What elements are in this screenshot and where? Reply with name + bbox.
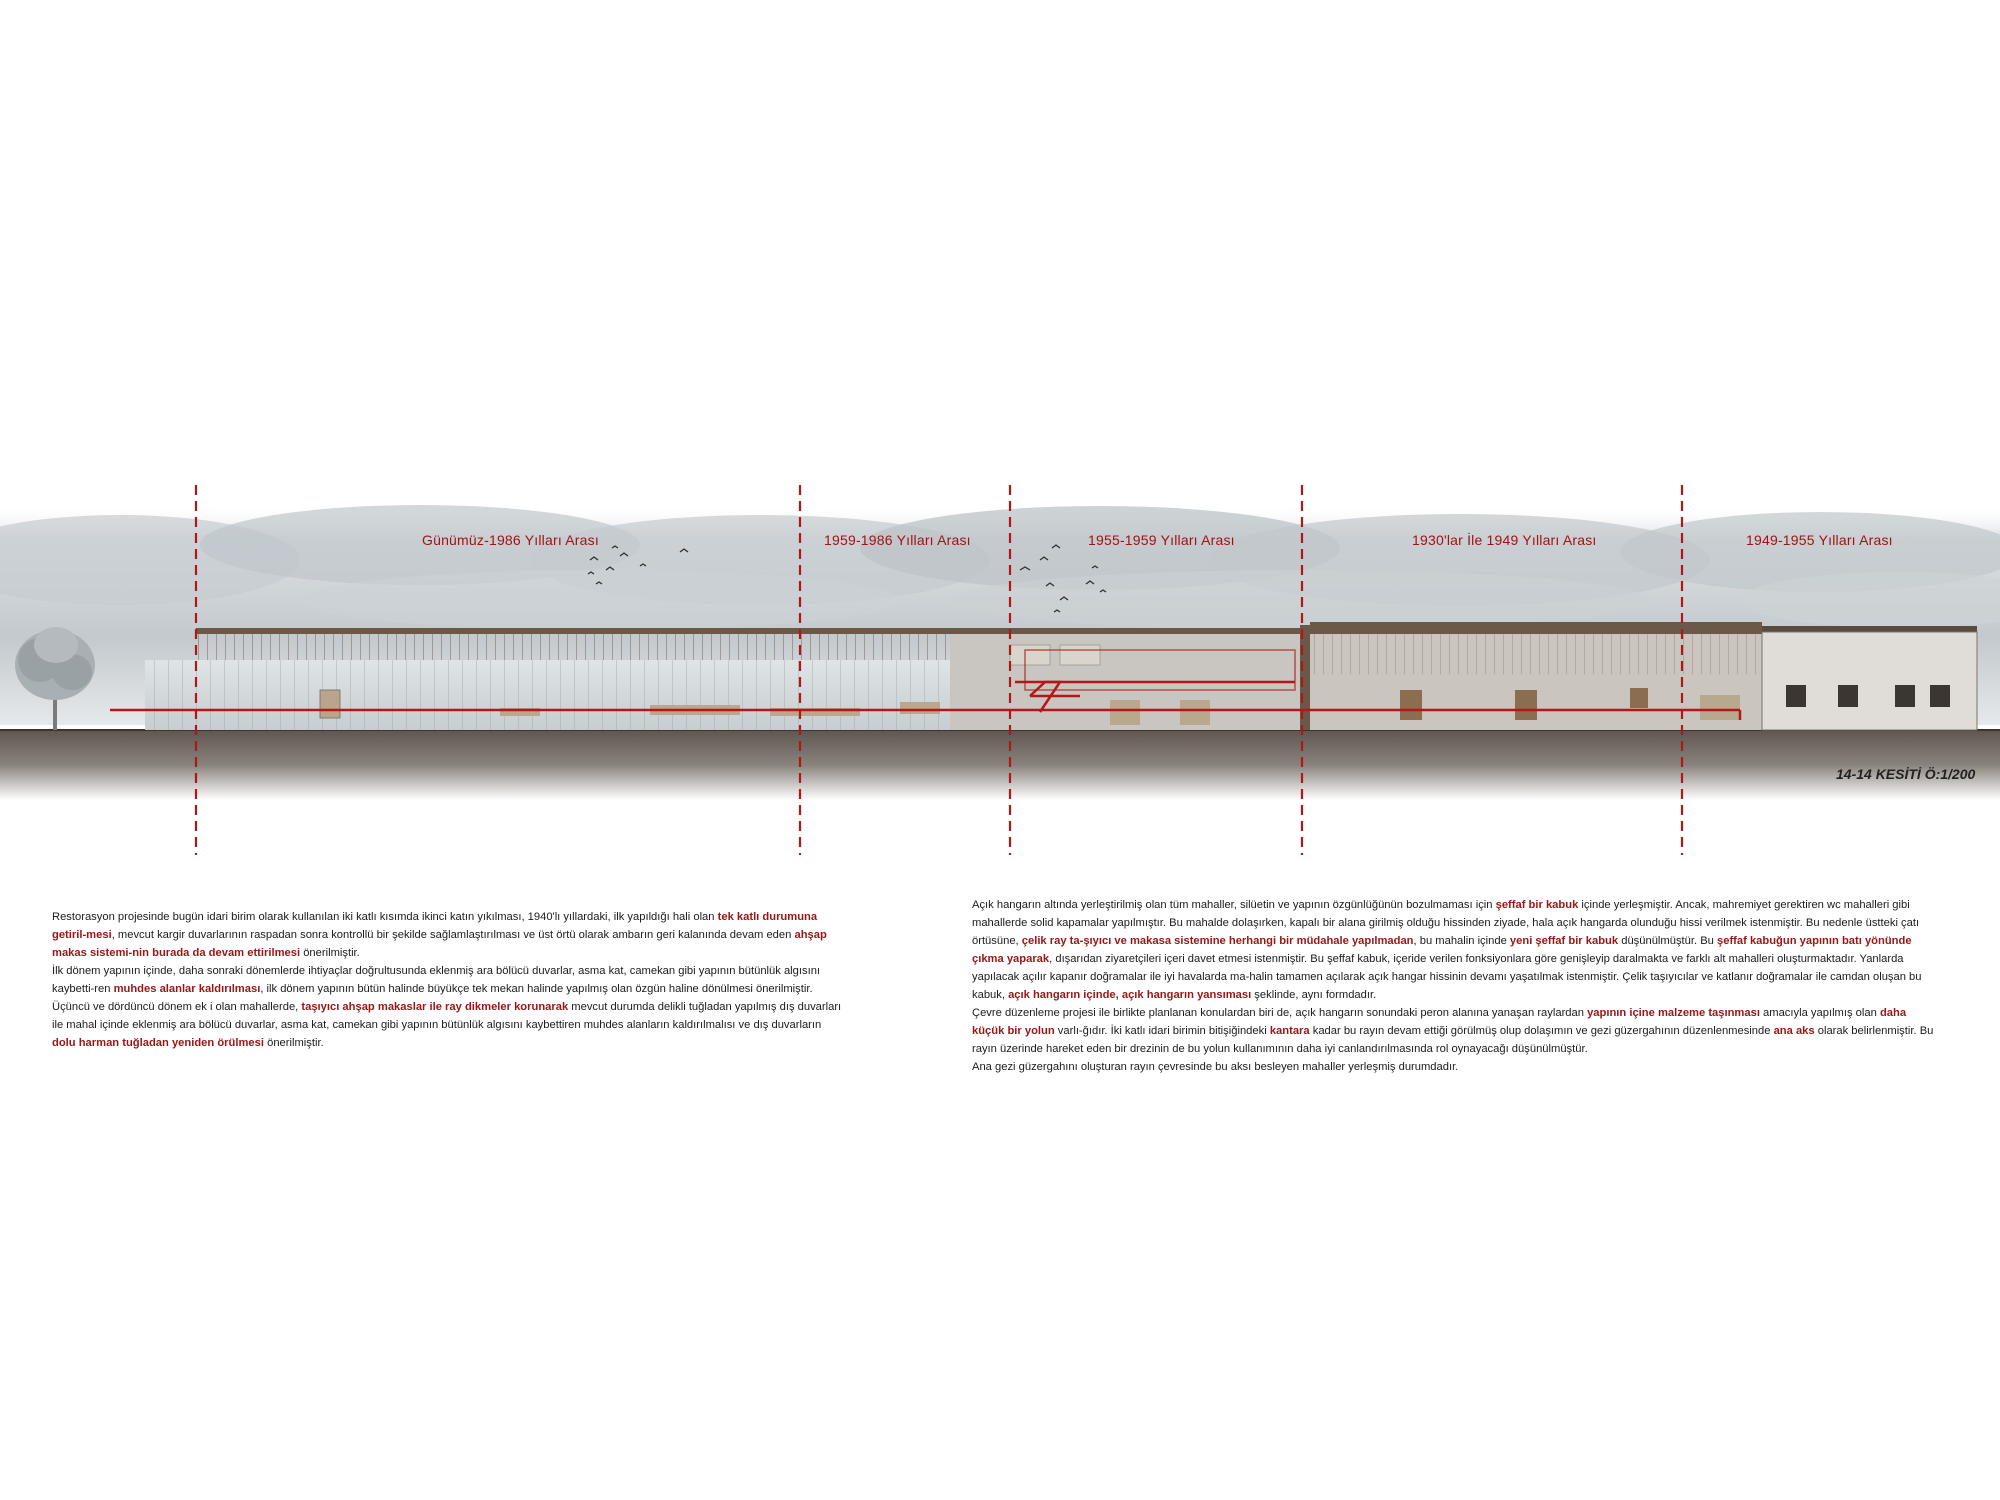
period-label-1955-1959: 1955-1959 Yılları Arası	[1088, 532, 1235, 548]
text-run: içinde yerleşmiştir. Ancak, mahremiyet gerektiren wc mahalleri gibi mahallerde solid kapamalar yapılmıştır. Bu mahalde dolaşırken, kapalı bir alana girilmiş olduğu hissinden ziyade, hala açık hangarda olunduğu hissi verilmek istenmiştir. Bu nedenle üstteki çatı örtüsüne,	[972, 899, 1920, 947]
text-run: varlı-ğıdır. İki katlı idari birimin bitişiğindeki	[1054, 1025, 1270, 1037]
text-run: düşünülmüştür. Bu	[1618, 935, 1717, 947]
text-run: Üçüncü ve dördüncü dönem ek i olan mahallerde,	[52, 1001, 302, 1013]
text-run: Ana gezi güzergahını oluşturan rayın çevresinde bu aksı besleyen mahaller yerleşmiş durumdadır.	[972, 1061, 1459, 1073]
highlight-run: çelik ray ta-şıyıcı ve makasa sistemine herhangi bir müdahale yapılmadan	[1021, 935, 1414, 947]
text-run: , ilk dönem yapının bütün halinde büyükçe tek mekan halinde yapılmış olan özgün haline dönülmesi önerilmiştir.	[260, 983, 813, 995]
period-label-1949-1955: 1949-1955 Yılları Arası	[1746, 532, 1893, 548]
ground-section	[0, 730, 2000, 800]
text-run: Restorasyon projesinde bugün idari birim olarak kullanılan iki katlı kısımda ikinci katın yıkılması, 1940'lı yıllardaki, ilk yapıldığı hali olan	[52, 911, 718, 923]
right-description	[972, 896, 1940, 1076]
highlight-run: tek katlı durumuna getiril-mesi	[52, 911, 818, 941]
highlight-run: ahşap makas sistemi-nin burada da devam ettirilmesi	[52, 929, 827, 959]
left-paragraph-3	[52, 998, 842, 1052]
text-run: , bu mahalin içinde	[1413, 935, 1510, 947]
left-description	[52, 908, 842, 1052]
building-section	[145, 622, 1977, 730]
text-run: şeklinde, aynı formdadır.	[1251, 989, 1377, 1001]
right-paragraph-1	[972, 896, 1940, 1004]
left-paragraph-1	[52, 908, 842, 962]
text-run: mevcut durumda delikli tuğladan yapılmış dış duvarları ile mahal içinde eklenmiş ara bölücü duvarlar, asma kat, camekan gibi yapının bütünlük algısını kaybettiren muhdes alanların kaldırılmalısı ve dış duvarların	[52, 1001, 842, 1031]
highlight-run: kantara	[1269, 1025, 1310, 1037]
period-label-1959-1986: 1959-1986 Yılları Arası	[824, 532, 971, 548]
text-run: Açık hangarın altında yerleştirilmiş olan tüm mahaller, silüetin ve yapının özgünlüğünün bozulmaması için	[972, 899, 1496, 911]
text-run: İlk dönem yapının içinde, daha sonraki dönemlerde ihtiyaçlar doğrultusunda eklenmiş ara bölücü duvarlar, asma kat, camekan gibi yapının bütünlük algısını kaybetti-ren	[52, 965, 821, 995]
right-paragraph-2	[972, 1004, 1940, 1058]
text-run: olarak belirlenmiştir. Bu rayın üzerinde hareket eden bir drezinin de bu yolun kullanımının daha iyi canlandırılmasında rol oynayacağı düşünülmüştür.	[972, 1025, 1934, 1055]
text-run: Çevre düzenleme projesi ile birlikte planlanan konulardan biri de, açık hangarın sonundaki peron alanına yanaşan raylardan	[972, 1007, 1588, 1019]
text-run: , dışarıdan ziyaretçileri içeri davet etmesi istenmiştir. Bu şeffaf kabuk, içeride verilen fonksiyonlara göre genişleyip daralmakta ve farklı alt mahalleri oluşturmaktadır. Yanlarda yapılacak açılır kapanır doğramalar ile iyi havalarda ma-halin tamamen açılarak açık hangar hissinin devamı yaşatılmak istenmiştir. Çelik taşıyıcılar ve katlanır doğramalar ile camdan oluşan bu kabuk,	[972, 953, 1922, 1001]
highlight-run: daha küçük bir yolun	[972, 1007, 1907, 1037]
text-run: önerilmiştir.	[263, 1037, 324, 1049]
left-paragraph-2	[52, 962, 842, 998]
highlight-run: şeffaf kabuğun yapının batı yönünde çıkma yaparak	[972, 935, 1912, 965]
text-run: önerilmiştir.	[300, 947, 360, 959]
period-label-1930s-1949: 1930'lar İle 1949 Yılları Arası	[1412, 532, 1597, 548]
text-run: , mevcut kargir duvarlarının raspadan sonra kontrollü bir şekilde sağlamlaştırılması ve üst örtü olarak ambarın geri kalanında devam eden	[111, 929, 795, 941]
right-paragraph-3	[972, 1058, 1940, 1076]
period-label-present-1986: Günümüz-1986 Yılları Arası	[422, 532, 599, 548]
highlight-run: yapının içine malzeme taşınması	[1587, 1007, 1760, 1019]
highlight-run: muhdes alanlar kaldırılması	[113, 983, 261, 995]
section-scale-label: 14-14 KESİTİ Ö:1/200	[1836, 766, 1976, 782]
highlight-run: yeni şeffaf bir kabuk	[1509, 935, 1619, 947]
highlight-run: dolu harman tuğladan yeniden örülmesi	[52, 1037, 264, 1049]
highlight-run: şeffaf bir kabuk	[1495, 899, 1579, 911]
text-run: kadar bu rayın devam ettiği görülmüş olup dolaşımın ve gezi güzergahının düzenlenmesinde	[1309, 1025, 1774, 1037]
highlight-run: açık hangarın içinde, açık hangarın yansıması	[1008, 989, 1252, 1001]
highlight-run: taşıyıcı ahşap makaslar ile ray dikmeler korunarak	[301, 1001, 569, 1013]
highlight-run: ana aks	[1773, 1025, 1815, 1037]
text-run: amacıyla yapılmış olan	[1759, 1007, 1880, 1019]
